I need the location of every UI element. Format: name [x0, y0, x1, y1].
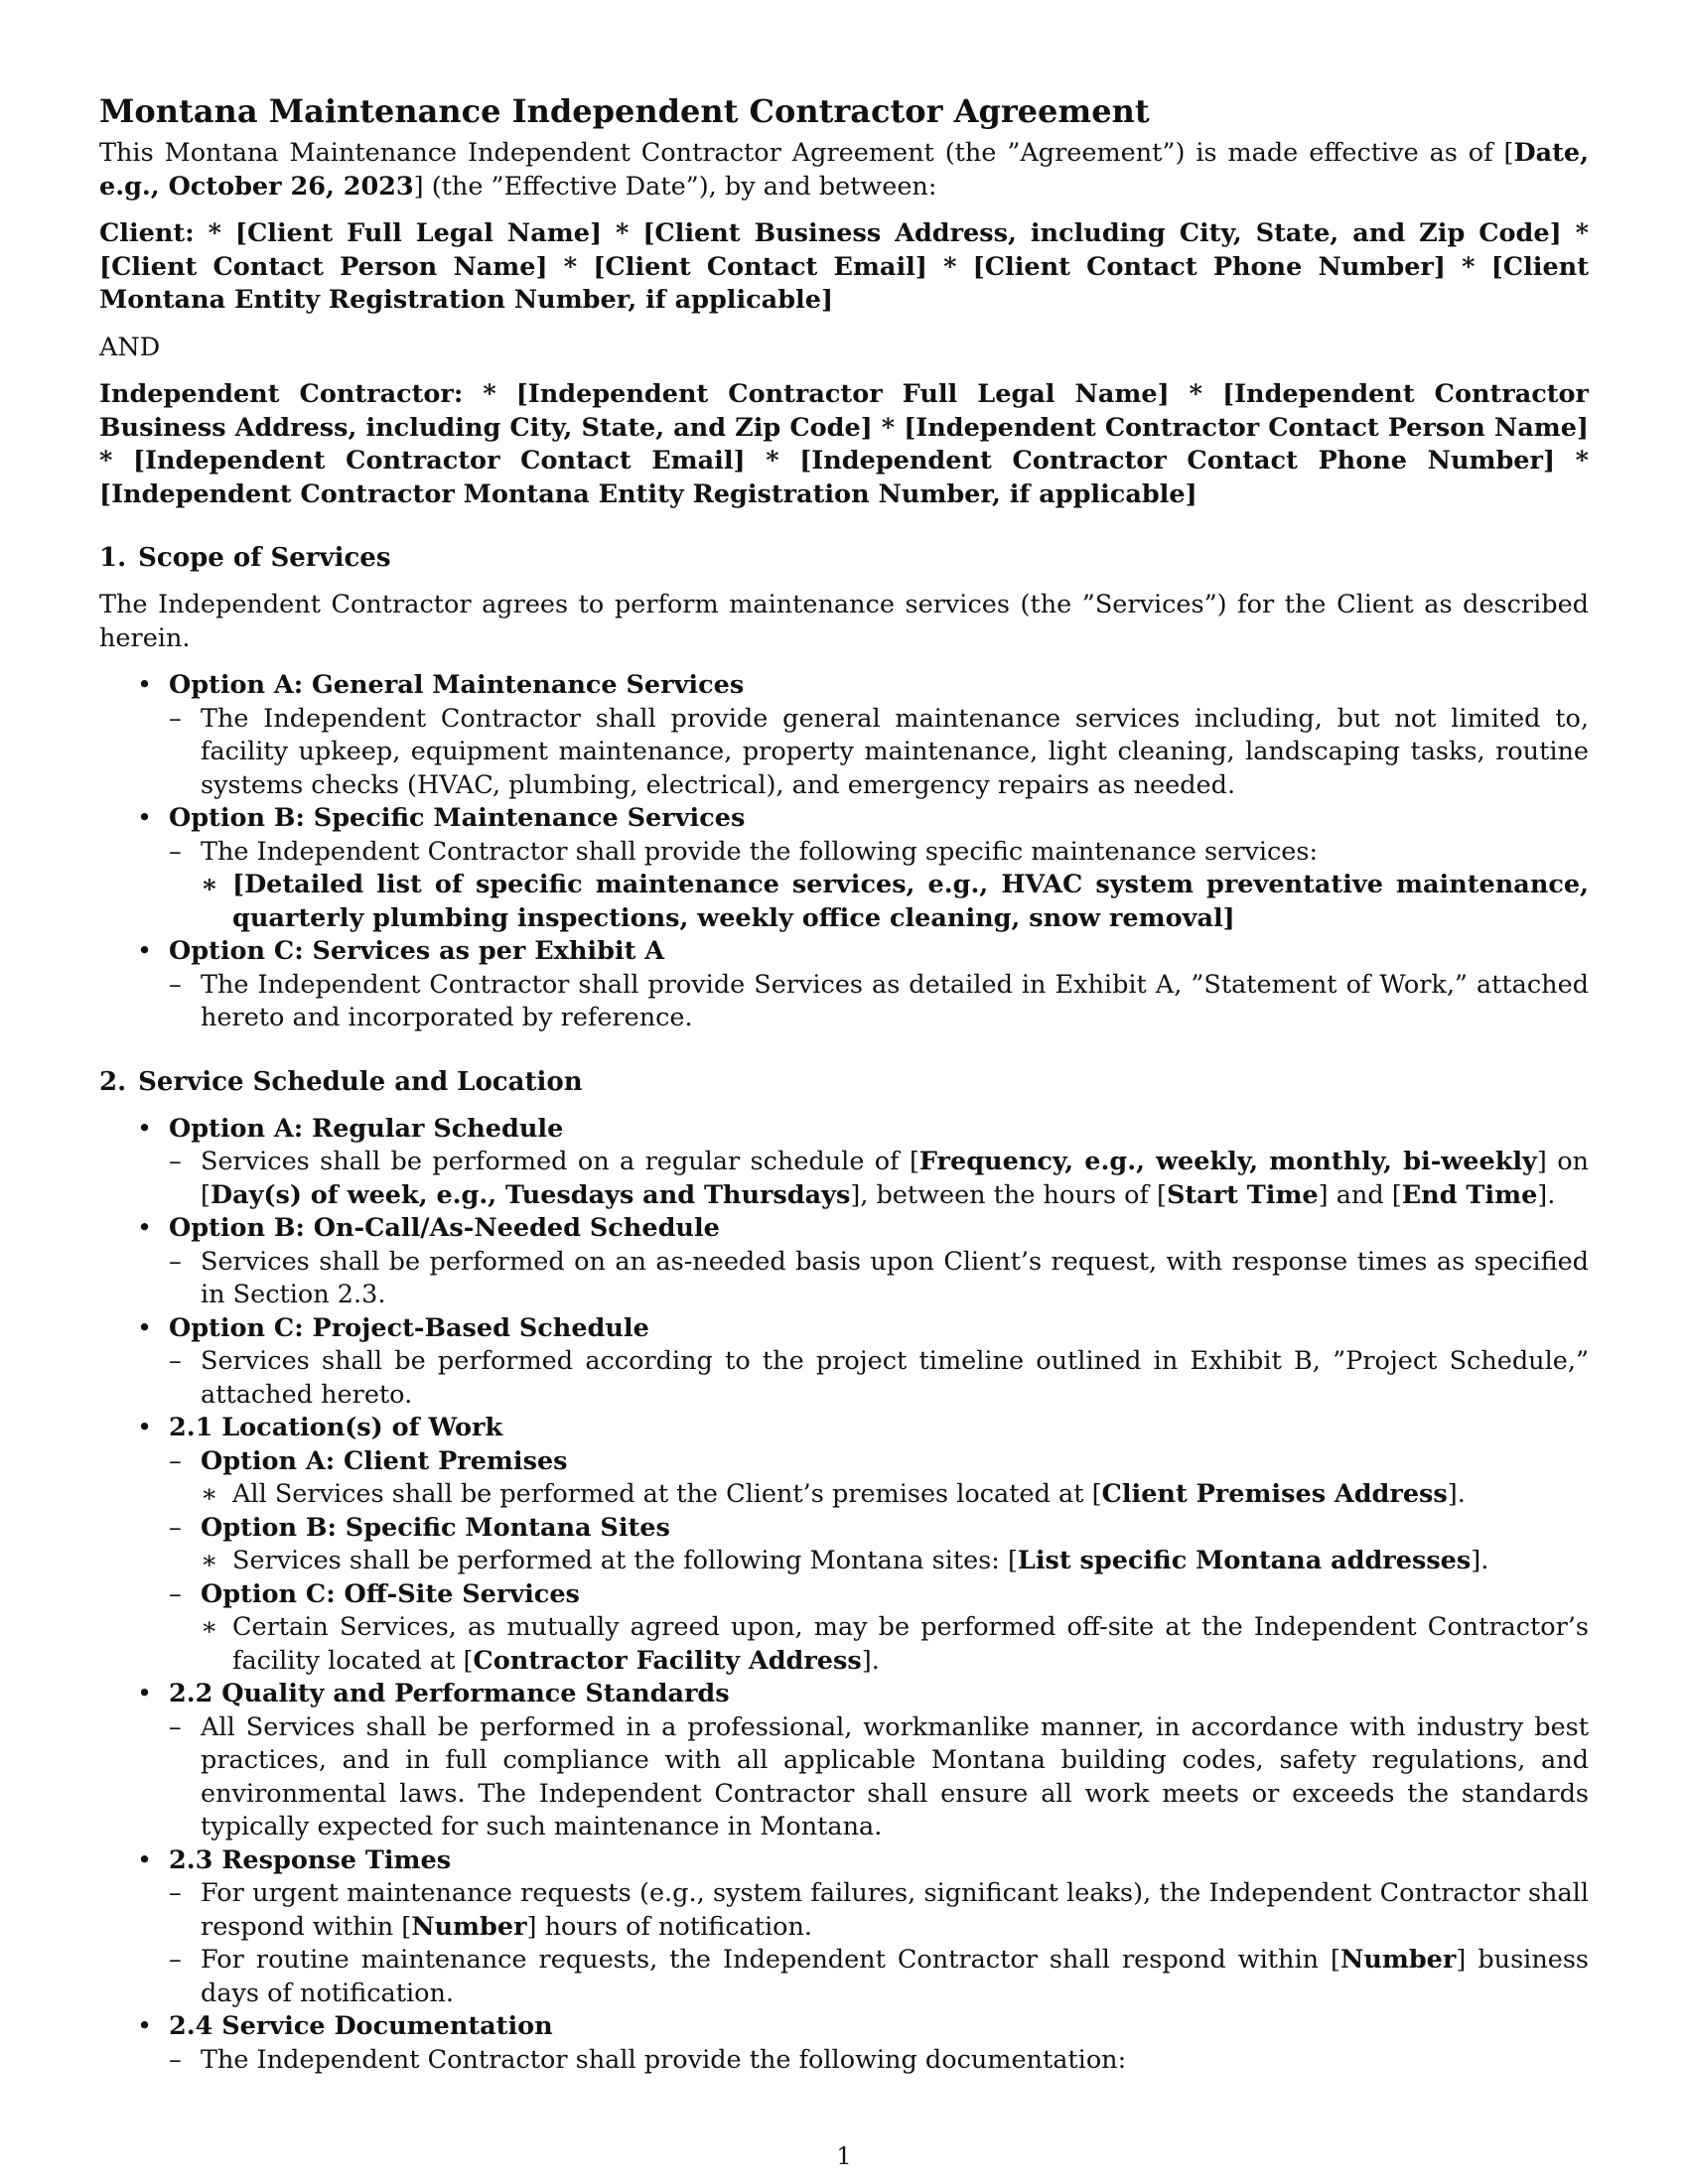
- list-item: – Option C: Off-Site Services ∗ Certain Services, as mutually agreed upon, may be performed off-site at the Independent Contractor’s facility located at [Contractor Facility Address].: [169, 1578, 1589, 1679]
- contractor-block: Independent Contractor: * [Independent Contractor Full Legal Name] * [Independent Contractor Business Address, including City, State, and Zip Code] * [Independent Contractor Contact Person Name] * [Independent Contractor Contact Email] * [Independent Contractor Contact Phone Number] * [Independent Contractor Montana Entity Registration Number, if applicable]: [99, 379, 1589, 509]
- list-item: ∗ All Services shall be performed at the Client’s premises located at [Client Premises Address].: [201, 1478, 1589, 1512]
- list-item: • 2.1 Location(s) of Work – Option A: Client Premises ∗ All Services shall be performed at the Client’s premises located at [Client Premises Address]. – Option B: Specific Montana Sites ∗ Services shall be performed at the following Montana sites: [List specific Montana addresses]. – Option C: Off-Site Services ∗ Certain Services, as mutually agreed upon, may be performed off-site at the Independent Contractor’s facility located at [Contractor Facility Address].: [99, 1412, 1589, 1678]
- list-item: – The Independent Contractor shall provide Services as detailed in Exhibit A, ”Statement of Work,” attached hereto and incorporated by reference.: [169, 969, 1589, 1035]
- list-item: – Services shall be performed on an as-needed basis upon Client’s request, with response times as specified in Section 2.3.: [169, 1246, 1589, 1312]
- section-2-options: [99, 1113, 1589, 2078]
- list-item: • Option C: Services as per Exhibit A – The Independent Contractor shall provide Services as detailed in Exhibit A, ”Statement of Work,” attached hereto and incorporated by reference.: [99, 935, 1589, 1035]
- section-1-intro: The Independent Contractor agrees to perform maintenance services (the ”Services”) for the Client as described herein.: [99, 590, 1589, 653]
- list-item: • Option A: General Maintenance Services – The Independent Contractor shall provide general maintenance services including, but not limited to, facility upkeep, equipment maintenance, property maintenance, light cleaning, landscaping tasks, routine systems checks (HVAC, plumbing, electrical), and emergency repairs as needed.: [99, 669, 1589, 802]
- effective-date-placeholder: Date, e.g., October 26, 2023: [99, 138, 1589, 202]
- intro-paragraph: This Montana Maintenance Independent Contractor Agreement (the ”Agreement”) is made effective as of [Date, e.g., October 26, 2023] (the ”Effective Date”), by and between:: [99, 138, 1589, 202]
- section-2-heading: 2. Service Schedule and Location: [99, 1066, 583, 1097]
- section-1-heading: 1. Scope of Services: [99, 543, 391, 573]
- list-item: – The Independent Contractor shall provide the following specific maintenance services: ∗ [Detailed list of specific maintenance services, e.g., HVAC system preventative maintenance, quarterly plumbing inspections, weekly office cleaning, snow removal]: [169, 836, 1589, 936]
- list-item: ∗ Certain Services, as mutually agreed upon, may be performed off-site at the Independent Contractor’s facility located at [Contractor Facility Address].: [201, 1611, 1589, 1678]
- document-page: [99, 91, 1589, 2077]
- list-item: • Option C: Project-Based Schedule – Services shall be performed according to the project timeline outlined in Exhibit B, ”Project Schedule,” attached hereto.: [99, 1312, 1589, 1413]
- and-separator: AND: [99, 332, 161, 362]
- list-item: – Services shall be performed on a regular schedule of [Frequency, e.g., weekly, monthly, bi-weekly] on [Day(s) of week, e.g., Tuesdays and Thursdays], between the hours of [Start Time] and [End Time].: [169, 1146, 1589, 1212]
- list-item: ∗ Services shall be performed at the following Montana sites: [List specific Montana addresses].: [201, 1545, 1589, 1578]
- list-item: – All Services shall be performed in a professional, workmanlike manner, in accordance with industry best practices, and in full compliance with all applicable Montana building codes, safety regulations, and environmental laws. The Independent Contractor shall ensure all work meets or exceeds the standards typically expected for such maintenance in Montana.: [169, 1711, 1589, 1844]
- list-item: ∗ [Detailed list of specific maintenance services, e.g., HVAC system preventative maintenance, quarterly plumbing inspections, weekly office cleaning, snow removal]: [201, 869, 1589, 935]
- list-item: – For routine maintenance requests, the Independent Contractor shall respond within [Number] business days of notification.: [169, 1944, 1589, 2010]
- list-item: – Option B: Specific Montana Sites ∗ Services shall be performed at the following Montana sites: [List specific Montana addresses].: [169, 1512, 1589, 1578]
- page-number: 1: [836, 2142, 852, 2170]
- list-item: • Option B: Specific Maintenance Services – The Independent Contractor shall provide the following specific maintenance services: ∗ [Detailed list of specific maintenance services, e.g., HVAC system preventative maintenance, quarterly plumbing inspections, weekly office cleaning, snow removal]: [99, 802, 1589, 935]
- list-item: • 2.2 Quality and Performance Standards – All Services shall be performed in a professional, workmanlike manner, in accordance with industry best practices, and in full compliance with all applicable Montana building codes, safety regulations, and environmental laws. The Independent Contractor shall ensure all work meets or exceeds the standards typically expected for such maintenance in Montana.: [99, 1678, 1589, 1844]
- section-1-options: [99, 669, 1589, 1035]
- list-item: – For urgent maintenance requests (e.g., system failures, significant leaks), the Independent Contractor shall respond within [Number] hours of notification.: [169, 1877, 1589, 1944]
- list-item: – Option A: Client Premises ∗ All Services shall be performed at the Client’s premises located at [Client Premises Address].: [169, 1445, 1589, 1512]
- list-item: – The Independent Contractor shall provide the following documentation:: [169, 2044, 1589, 2078]
- list-item: – The Independent Contractor shall provide general maintenance services including, but not limited to, facility upkeep, equipment maintenance, property maintenance, light cleaning, landscaping tasks, routine systems checks (HVAC, plumbing, electrical), and emergency repairs as needed.: [169, 703, 1589, 803]
- list-item: • 2.3 Response Times – For urgent maintenance requests (e.g., system failures, significant leaks), the Independent Contractor shall respond within [Number] hours of notification. – For routine maintenance requests, the Independent Contractor shall respond within [Number] business days of notification.: [99, 1844, 1589, 2011]
- list-item: • 2.4 Service Documentation – The Independent Contractor shall provide the following documentation:: [99, 2010, 1589, 2077]
- list-item: • Option B: On-Call/As-Needed Schedule – Services shall be performed on an as-needed basis upon Client’s request, with response times as specified in Section 2.3.: [99, 1212, 1589, 1312]
- list-item: • Option A: Regular Schedule – Services shall be performed on a regular schedule of [Frequency, e.g., weekly, monthly, bi-weekly] on [Day(s) of week, e.g., Tuesdays and Thursdays], between the hours of [Start Time] and [End Time].: [99, 1113, 1589, 1213]
- client-block: Client: * [Client Full Legal Name] * [Client Business Address, including City, State, and Zip Code] * [Client Contact Person Name] * [Client Contact Email] * [Client Contact Phone Number] * [Client Montana Entity Registration Number, if applicable]: [99, 218, 1589, 315]
- list-item: – Services shall be performed according to the project timeline outlined in Exhibit B, ”Project Schedule,” attached hereto.: [169, 1345, 1589, 1412]
- document-title: Montana Maintenance Independent Contractor Agreement: [99, 92, 1150, 130]
